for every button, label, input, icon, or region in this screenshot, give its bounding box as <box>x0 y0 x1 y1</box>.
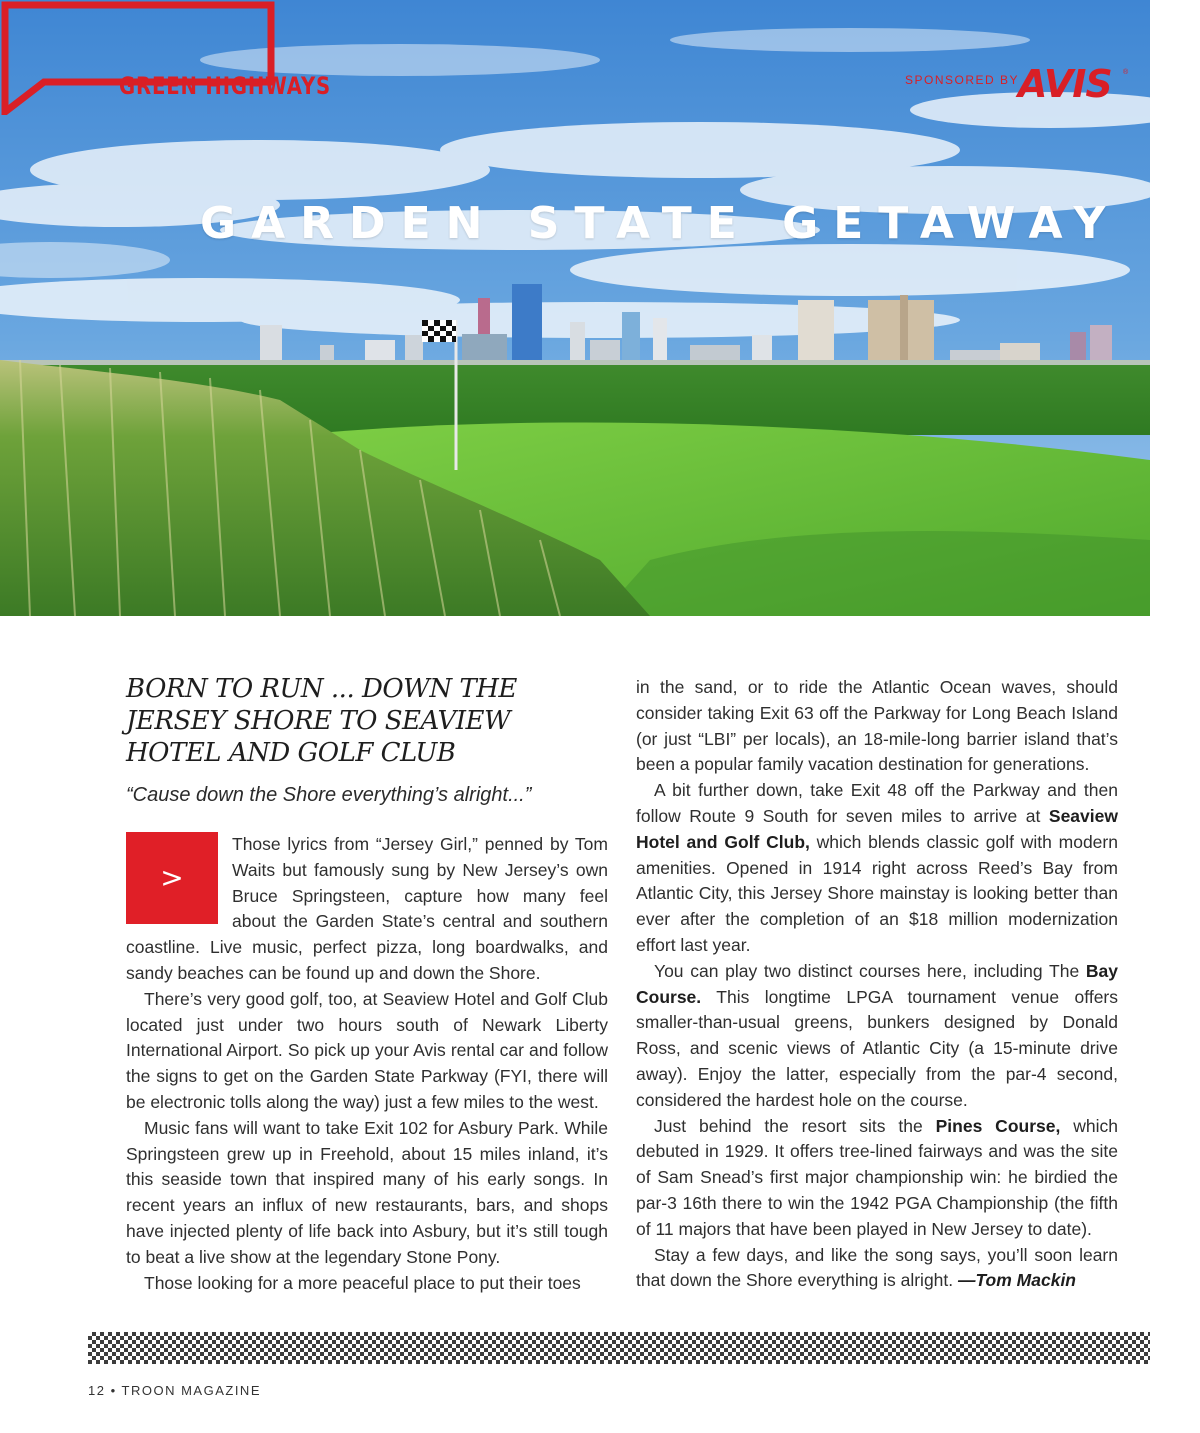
paragraph: Those looking for a more peaceful place to put their toes <box>144 1272 581 1293</box>
paragraph: in the sand, or to ride the Atlantic Ocean waves, should consider taking Exit 63 off the Parkway for Long Beach Island (or just “LBI” per locals), an 18-mile-long barrier island that’s been a popular family vacation destination for generations. <box>636 677 1118 775</box>
trademark-mark: ® <box>1123 69 1129 76</box>
article-column-2 <box>636 675 1118 1294</box>
sponsored-by-label: SPONSORED BY <box>905 73 1020 87</box>
chevron-right-icon: > <box>160 861 184 895</box>
article-pull-quote: “Cause down the Shore everything’s alright...” <box>126 784 532 806</box>
course-name: Bay Course. <box>636 960 1118 1007</box>
hero-title: GARDEN STATE GETAWAY <box>200 198 1121 249</box>
paragraph <box>636 1243 1118 1295</box>
article-column-1 <box>126 832 608 1296</box>
magazine-name: TROON MAGAZINE <box>121 1383 261 1398</box>
venue-name: Seaview Hotel and Golf Club, <box>636 805 1118 852</box>
article-headline: BORN TO RUN ... DOWN THE JERSEY SHORE TO SEAVIEW HOTEL AND GOLF CLUB <box>126 674 517 768</box>
avis-logo: AVIS <box>1018 62 1112 106</box>
page-folio <box>88 1383 261 1398</box>
paragraph <box>636 959 1118 1114</box>
paragraph <box>636 778 1118 959</box>
paragraph: Music fans will want to take Exit 102 for Asbury Park. While Springsteen grew up in Freehold, about 15 miles inland, it’s this seaside town that inspired many of his early songs. In recent years an influx of new restaurants, bars, and shops have injected plenty of life back into Asbury, but it’s still tough to beat a live show at the legendary Stone Pony. <box>126 1117 608 1267</box>
checkered-divider <box>88 1332 1150 1364</box>
paragraph <box>636 1114 1118 1243</box>
text: Just behind the resort sits the <box>654 1115 923 1136</box>
hero-photo <box>0 0 1150 616</box>
paragraph: Those lyrics from “Jersey Girl,” penned by Tom Waits but famously sung by New Jersey’s own Bruce Springsteen, capture how many feel about the Garden State’s central and southern coastline. Live music, perfect pizza, long boardwalks, and sandy beaches can be found up and down the Shore. <box>126 834 608 983</box>
paragraph: There’s very good golf, too, at Seaview Hotel and Golf Club located just under two hours south of Newark Liberty International Airport. So pick up your Avis rental car and follow the signs to get on the Garden State Parkway (FYI, there will be electronic tolls along the way) just a few miles to the west. <box>126 988 608 1112</box>
chevron-badge <box>126 832 218 924</box>
text: Stay a few days, and like the song says, you’ll soon learn that down the Shore everything is alright. <box>636 1244 1118 1291</box>
text: You can play two distinct courses here, including The <box>654 960 1080 981</box>
author-signature: —Tom Mackin <box>958 1270 1076 1291</box>
text: which debuted in 1929. It offers tree-lined fairways and was the site of Sam Snead’s first major championship win: he birdied the par-3 16th there to win the 1942 PGA Championship (the fifth of 11 majors that have been played in New Jersey to date). <box>636 1115 1118 1239</box>
text: which blends classic golf with modern amenities. Opened in 1914 right across Reed’s Bay from Atlantic City, this Jersey Shore mainstay is looking better than ever after the completion of an $18 million modernization effort last year. <box>636 831 1118 955</box>
section-badge-label: GREEN HIGHWAYS <box>119 72 332 100</box>
bullet-separator: • <box>110 1383 117 1398</box>
page-number: 12 <box>88 1383 106 1398</box>
text: A bit further down, take Exit 48 off the Parkway and then follow Route 9 South for seven miles to arrive at <box>636 780 1118 826</box>
text: This longtime LPGA tournament venue offers smaller-than-usual greens, bunkers designed by Donald Ross, and scenic views of Atlantic City (a 15-minute drive away). Enjoy the latter, especially from the par-4 second, considered the hardest hole on the course. <box>636 986 1119 1110</box>
course-name: Pines Course, <box>935 1115 1061 1136</box>
